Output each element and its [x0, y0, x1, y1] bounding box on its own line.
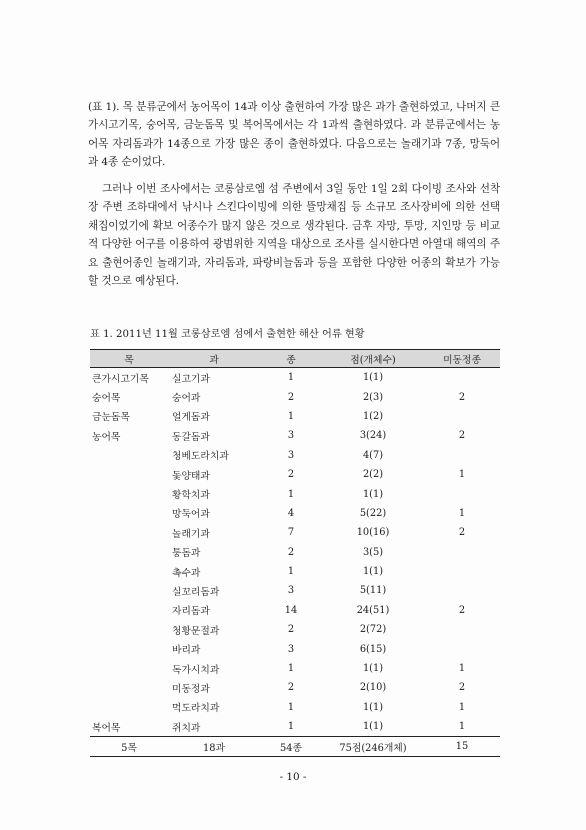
- cell-unidentified: 1: [458, 469, 466, 481]
- cell-unidentified: [424, 620, 500, 639]
- body-paragraph-2: 그러나 이번 조사에서는 코롱삼로엠 섬 주변에서 3일 동안 1일 2회 다이빙 조사와 선착장 주변 조하대에서 낚시나 스킨다이빙에 의한 뜰망채집 등 소규모 조사장비에 의한 선택 채집이었기에 확보 어종수가 많지 않은 것으로 생각된다. 금후 자망, 투망, 지인망 등 비교적 다양한 어구를 이용하여 광범위한 지역을 대상으로 조사를 실시한다면 아열대 해역의 주요 출현어종인 놀래기과, 자리돔과, 파랑비늘돔과 등을 포함한 다양한 어종의 확보가 가능할 것으로 예상된다.: [88, 183, 500, 288]
- table-row: [90, 465, 500, 484]
- cell-order: [90, 620, 168, 639]
- cell-specimens: 2(10): [359, 682, 387, 694]
- cell-unidentified: 1: [458, 507, 466, 519]
- cell-species: 1: [287, 372, 295, 384]
- table-row: [90, 562, 500, 581]
- cell-specimens: 1(2): [362, 410, 384, 422]
- cell-species: 1: [287, 410, 295, 422]
- cell-unidentified: 2: [458, 527, 466, 539]
- cell-specimens: 6(15): [359, 643, 387, 655]
- cell-order: [90, 659, 168, 678]
- cell-unidentified: [424, 562, 500, 581]
- cell-unidentified: 2: [458, 604, 466, 616]
- cell-species: 1: [287, 566, 295, 578]
- cell-order: [90, 543, 168, 562]
- cell-species: 2: [287, 682, 295, 694]
- cell-order: 숭어목: [92, 393, 121, 405]
- cell-family: 얼게돔과: [172, 412, 210, 424]
- cell-species: 2: [287, 546, 295, 558]
- cell-family: 바리과: [172, 645, 201, 657]
- cell-order: [90, 562, 168, 581]
- cell-unidentified: 2: [458, 391, 466, 403]
- cell-species: 3: [287, 643, 295, 655]
- cell-specimens: 1(1): [362, 488, 384, 500]
- cell-unidentified: 2: [458, 682, 466, 694]
- cell-family: 쥐치과: [168, 717, 260, 737]
- cell-species: 3: [287, 449, 295, 461]
- cell-family: 망둑어과: [172, 509, 210, 521]
- cell-unidentified: 1: [424, 717, 500, 737]
- cell-order: [90, 504, 168, 523]
- table-row: [90, 620, 500, 639]
- cell-family: 촉수과: [172, 567, 201, 579]
- cell-unidentified: [424, 639, 500, 658]
- cell-order: 금눈돔목: [92, 412, 130, 424]
- cell-unidentified: 2: [458, 430, 466, 442]
- table-row: [90, 659, 500, 678]
- cell-unidentified: [424, 581, 500, 600]
- table-row: [90, 407, 500, 426]
- table-row: [90, 717, 500, 737]
- cell-species: 1: [287, 701, 295, 713]
- cell-family: 황학치과: [172, 490, 210, 502]
- table-caption: 표 1. 2011년 11월 코롱삼로엠 섬에서 출현한 해산 어류 현황: [90, 329, 365, 340]
- table-row: [90, 484, 500, 503]
- table-row: [90, 698, 500, 717]
- cell-order: [90, 698, 168, 717]
- cell-family: 청베도라치과: [172, 451, 229, 463]
- cell-specimens: 24(51): [356, 604, 390, 616]
- cell-specimens: 2(72): [359, 624, 387, 636]
- cell-species: 7: [287, 527, 295, 539]
- cell-specimens: 3(24): [359, 430, 387, 442]
- cell-family: 실꼬리돔과: [172, 586, 220, 598]
- cell-specimens: 1(1): [362, 566, 384, 578]
- cell-order: 큰가시고기목: [92, 373, 149, 385]
- cell-species: 1: [260, 717, 322, 737]
- header-order: 목: [90, 350, 168, 368]
- cell-unidentified: [424, 543, 500, 562]
- table-row: [90, 523, 500, 542]
- total-species: 54종: [260, 737, 322, 757]
- header-family: 과: [168, 350, 260, 368]
- cell-specimens: 5(22): [359, 507, 387, 519]
- cell-species: 1: [287, 488, 295, 500]
- table-row: [90, 446, 500, 465]
- table-row: [90, 387, 500, 406]
- cell-family: 놀래기과: [172, 528, 210, 540]
- cell-family: 돛양태과: [172, 470, 210, 482]
- cell-specimens: 2(2): [362, 469, 384, 481]
- total-specimens: 75점(246개체): [322, 737, 424, 757]
- table-row: [90, 639, 500, 658]
- cell-order: [90, 484, 168, 503]
- table-row: [90, 504, 500, 523]
- cell-order: [90, 446, 168, 465]
- cell-species: 2: [287, 469, 295, 481]
- header-unidentified: 미동정종: [424, 350, 500, 368]
- table-body: [90, 368, 500, 737]
- cell-order: [90, 678, 168, 697]
- table-row: [90, 426, 500, 445]
- cell-family: 퉁돔과: [172, 548, 201, 560]
- total-family: 18과: [168, 737, 260, 757]
- cell-specimens: 4(7): [362, 449, 384, 461]
- cell-unidentified: [424, 368, 500, 388]
- cell-specimens: 10(16): [356, 527, 390, 539]
- cell-family: 자리돔과: [172, 606, 210, 618]
- cell-family: 청황문절과: [172, 625, 220, 637]
- cell-family: 실고기과: [172, 373, 210, 385]
- cell-family: 독가시치과: [172, 664, 220, 676]
- table-header-row: [90, 350, 500, 368]
- cell-unidentified: 1: [458, 701, 466, 713]
- cell-order: 농어목: [92, 431, 121, 443]
- cell-family: 미동정과: [172, 683, 210, 695]
- total-unidentified: 15: [424, 737, 500, 757]
- cell-specimens: 1(1): [322, 717, 424, 737]
- cell-unidentified: [424, 484, 500, 503]
- cell-species: 3: [287, 585, 295, 597]
- table-row: [90, 601, 500, 620]
- cell-species: 2: [287, 624, 295, 636]
- cell-species: 2: [287, 391, 295, 403]
- cell-order: [90, 601, 168, 620]
- table-row: [90, 368, 500, 388]
- table-row: [90, 581, 500, 600]
- cell-family: 숭어과: [172, 393, 201, 405]
- cell-order: [90, 523, 168, 542]
- cell-order: [90, 639, 168, 658]
- cell-order: 복어목: [90, 717, 168, 737]
- page-number: - 10 -: [279, 771, 307, 783]
- cell-unidentified: [424, 407, 500, 426]
- cell-unidentified: [424, 446, 500, 465]
- cell-order: [90, 581, 168, 600]
- cell-order: [90, 465, 168, 484]
- cell-species: 4: [287, 507, 295, 519]
- table-total-row: [90, 737, 500, 757]
- cell-specimens: 2(3): [362, 391, 384, 403]
- cell-specimens: 1(1): [362, 663, 384, 675]
- table-row: [90, 678, 500, 697]
- cell-specimens: 1(1): [362, 372, 384, 384]
- cell-species: 14: [284, 604, 298, 616]
- header-specimens: 점(개체수): [322, 350, 424, 368]
- cell-specimens: 3(5): [362, 546, 384, 558]
- cell-specimens: 1(1): [362, 701, 384, 713]
- cell-specimens: 5(11): [359, 585, 387, 597]
- table-row: [90, 543, 500, 562]
- header-species: 종: [260, 350, 322, 368]
- total-order: 5목: [90, 737, 168, 757]
- cell-species: 1: [287, 663, 295, 675]
- cell-family: 동갈돔과: [172, 431, 210, 443]
- cell-family: 먹도라치과: [172, 703, 220, 715]
- cell-species: 3: [287, 430, 295, 442]
- cell-unidentified: 1: [458, 663, 466, 675]
- body-paragraph-1: (표 1). 목 분류군에서 농어목이 14과 이상 출현하여 가장 많은 과가 출현하였고, 나머지 큰가시고기목, 숭어목, 금눈돔목 및 복어목에서는 각 1과씩 출현하였다. 과 분류군에서는 농어목 자리돔과가 14종으로 가장 많은 종이 출현하였다. 다음으로는 놀래기과 7종, 망둑어과 4종 순이었다.: [88, 101, 500, 169]
- fish-species-table: [90, 349, 500, 757]
